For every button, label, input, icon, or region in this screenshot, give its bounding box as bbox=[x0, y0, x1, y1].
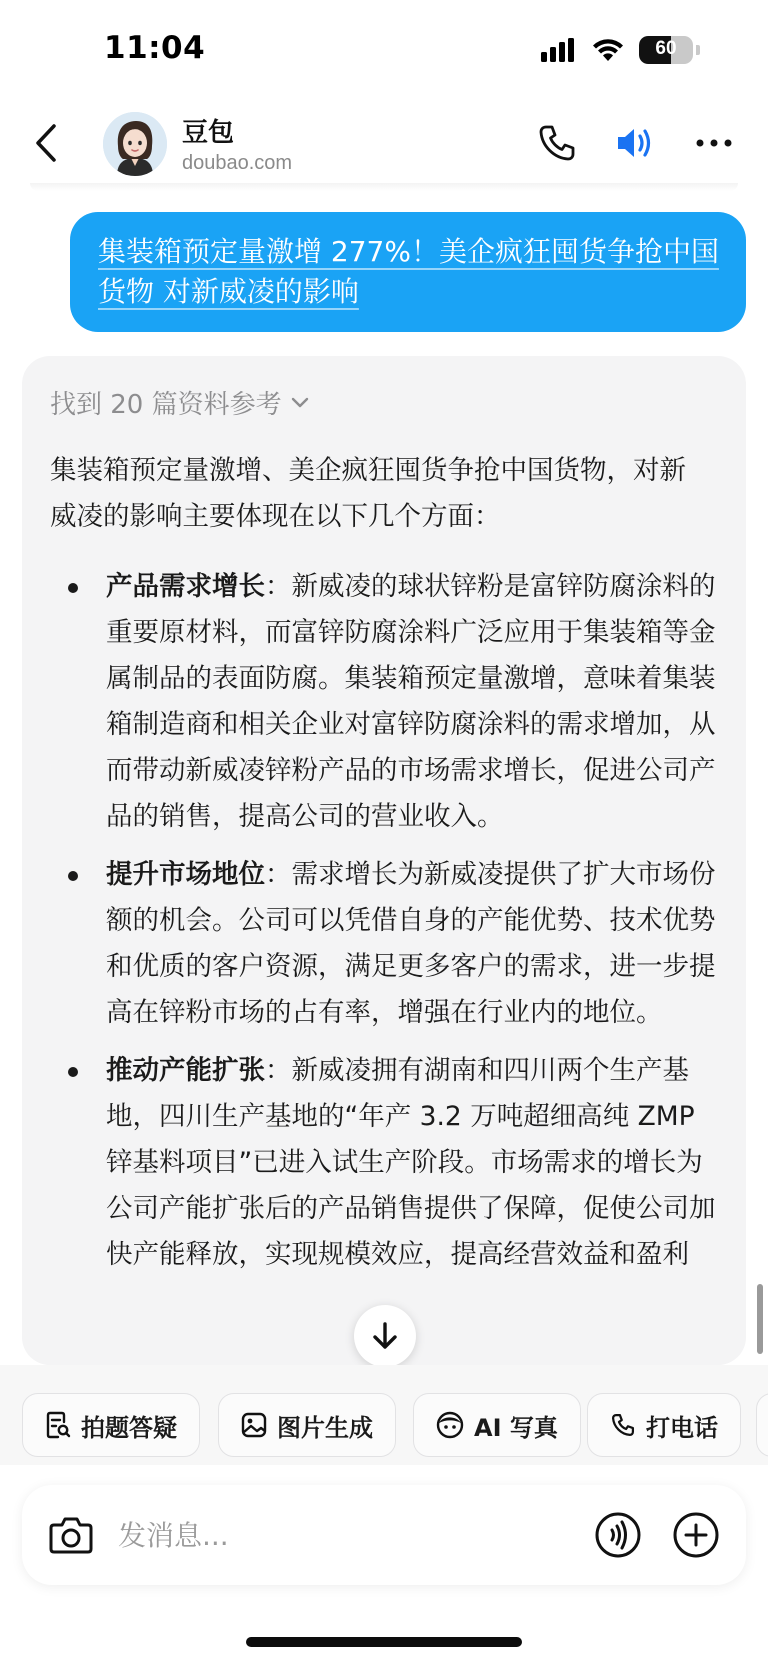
quick-action-phone-call[interactable] bbox=[587, 1393, 741, 1457]
wifi-icon bbox=[591, 38, 625, 62]
back-button[interactable] bbox=[28, 118, 68, 168]
face-icon bbox=[436, 1411, 464, 1439]
status-indicators bbox=[541, 36, 700, 64]
battery-percent: 60 bbox=[655, 38, 677, 59]
quick-action-ai-portrait[interactable] bbox=[413, 1393, 581, 1457]
avatar-portrait-icon bbox=[103, 112, 167, 176]
quick-action-photo-question[interactable] bbox=[22, 1393, 200, 1457]
assistant-answer-card bbox=[22, 356, 746, 1365]
avatar[interactable] bbox=[103, 112, 167, 176]
quick-action-overflow[interactable] bbox=[756, 1393, 768, 1457]
chat-title: 豆包 bbox=[182, 118, 235, 148]
point-title: 推动产能扩张 bbox=[106, 1055, 265, 1086]
header-divider bbox=[30, 183, 738, 191]
message-input[interactable] bbox=[118, 1511, 538, 1559]
point-title: 提升市场地位 bbox=[106, 859, 265, 890]
answer-points bbox=[50, 564, 722, 1290]
scrollbar[interactable] bbox=[757, 1284, 763, 1354]
battery-indicator bbox=[639, 36, 693, 64]
voice-input-button[interactable] bbox=[594, 1511, 642, 1559]
quick-action-label: 打电话 bbox=[646, 1413, 718, 1442]
battery-cap bbox=[696, 45, 700, 55]
point-title: 产品需求增长 bbox=[106, 571, 265, 602]
chat-header bbox=[0, 100, 768, 190]
status-time: 11:04 bbox=[104, 30, 206, 66]
user-message-bubble[interactable] bbox=[70, 212, 746, 332]
user-message-text: 集装箱预定量激增 277%！美企疯狂囤货争抢中国货物 对新威凌的影响 bbox=[98, 235, 719, 308]
quick-action-label: 拍题答疑 bbox=[81, 1413, 177, 1442]
add-attachment-button[interactable] bbox=[672, 1511, 720, 1559]
quick-actions-bar bbox=[0, 1365, 768, 1465]
scroll-to-bottom-button[interactable] bbox=[354, 1305, 416, 1367]
references-toggle[interactable] bbox=[50, 384, 310, 421]
quick-action-label: AI 写真 bbox=[474, 1413, 558, 1442]
quick-action-image-generate[interactable] bbox=[218, 1393, 396, 1457]
bullet-dot bbox=[68, 1067, 78, 1077]
point-body: ：需求增长为新威凌提供了扩大市场份额的机会。公司可以凭借自身的产能优势、技术优势和优质的客户资源，满足更多客户的需求，进一步提高在锌粉市场的占有率，增强在行业内的地位。 bbox=[106, 859, 716, 1028]
answer-intro: 集装箱预定量激增、美企疯狂囤货争抢中国货物，对新威凌的影响主要体现在以下几个方面： bbox=[50, 455, 686, 532]
message-composer bbox=[22, 1485, 746, 1585]
point-body: ：新威凌的球状锌粉是富锌防腐涂料的重要原材料，而富锌防腐涂料广泛应用于集装箱等金属制品的表面防腐。集装箱预定量激增，意味着集装箱制造商和相关企业对富锌防腐涂料的需求增加，从而带动新威凌锌粉产品的市场需求增长，促进公司产品的销售，提高公司的营业收入。 bbox=[106, 571, 716, 832]
answer-point bbox=[50, 564, 722, 840]
phone-icon bbox=[610, 1412, 636, 1438]
quick-action-label: 图片生成 bbox=[277, 1413, 373, 1442]
chat-subtitle: doubao.com bbox=[182, 152, 293, 174]
answer-point bbox=[50, 852, 722, 1036]
point-body: ：新威凌拥有湖南和四川两个生产基地，四川生产基地的“年产 3.2 万吨超细高纯 ZMP 锌基料项目”已进入试生产阶段。市场需求的增长为公司产能扩张后的产品销售提供了保障，促使公司加快产能释放，实现规模效应，提高经营效益和盈利 bbox=[106, 1055, 716, 1270]
bullet-dot bbox=[68, 583, 78, 593]
home-indicator[interactable] bbox=[246, 1637, 522, 1647]
phone-call-button[interactable] bbox=[536, 122, 578, 164]
camera-button[interactable] bbox=[48, 1513, 94, 1557]
answer-point bbox=[50, 1048, 722, 1278]
arrow-down-icon bbox=[371, 1321, 399, 1351]
photo-question-icon bbox=[45, 1411, 71, 1439]
references-label: 找到 20 篇资料参考 bbox=[50, 390, 282, 420]
status-bar bbox=[0, 0, 768, 100]
image-icon bbox=[241, 1412, 267, 1438]
cellular-signal-icon bbox=[541, 38, 577, 62]
speaker-button[interactable] bbox=[614, 122, 658, 164]
chevron-down-icon bbox=[290, 396, 310, 410]
bullet-dot bbox=[68, 871, 78, 881]
more-options-button[interactable] bbox=[692, 122, 736, 164]
